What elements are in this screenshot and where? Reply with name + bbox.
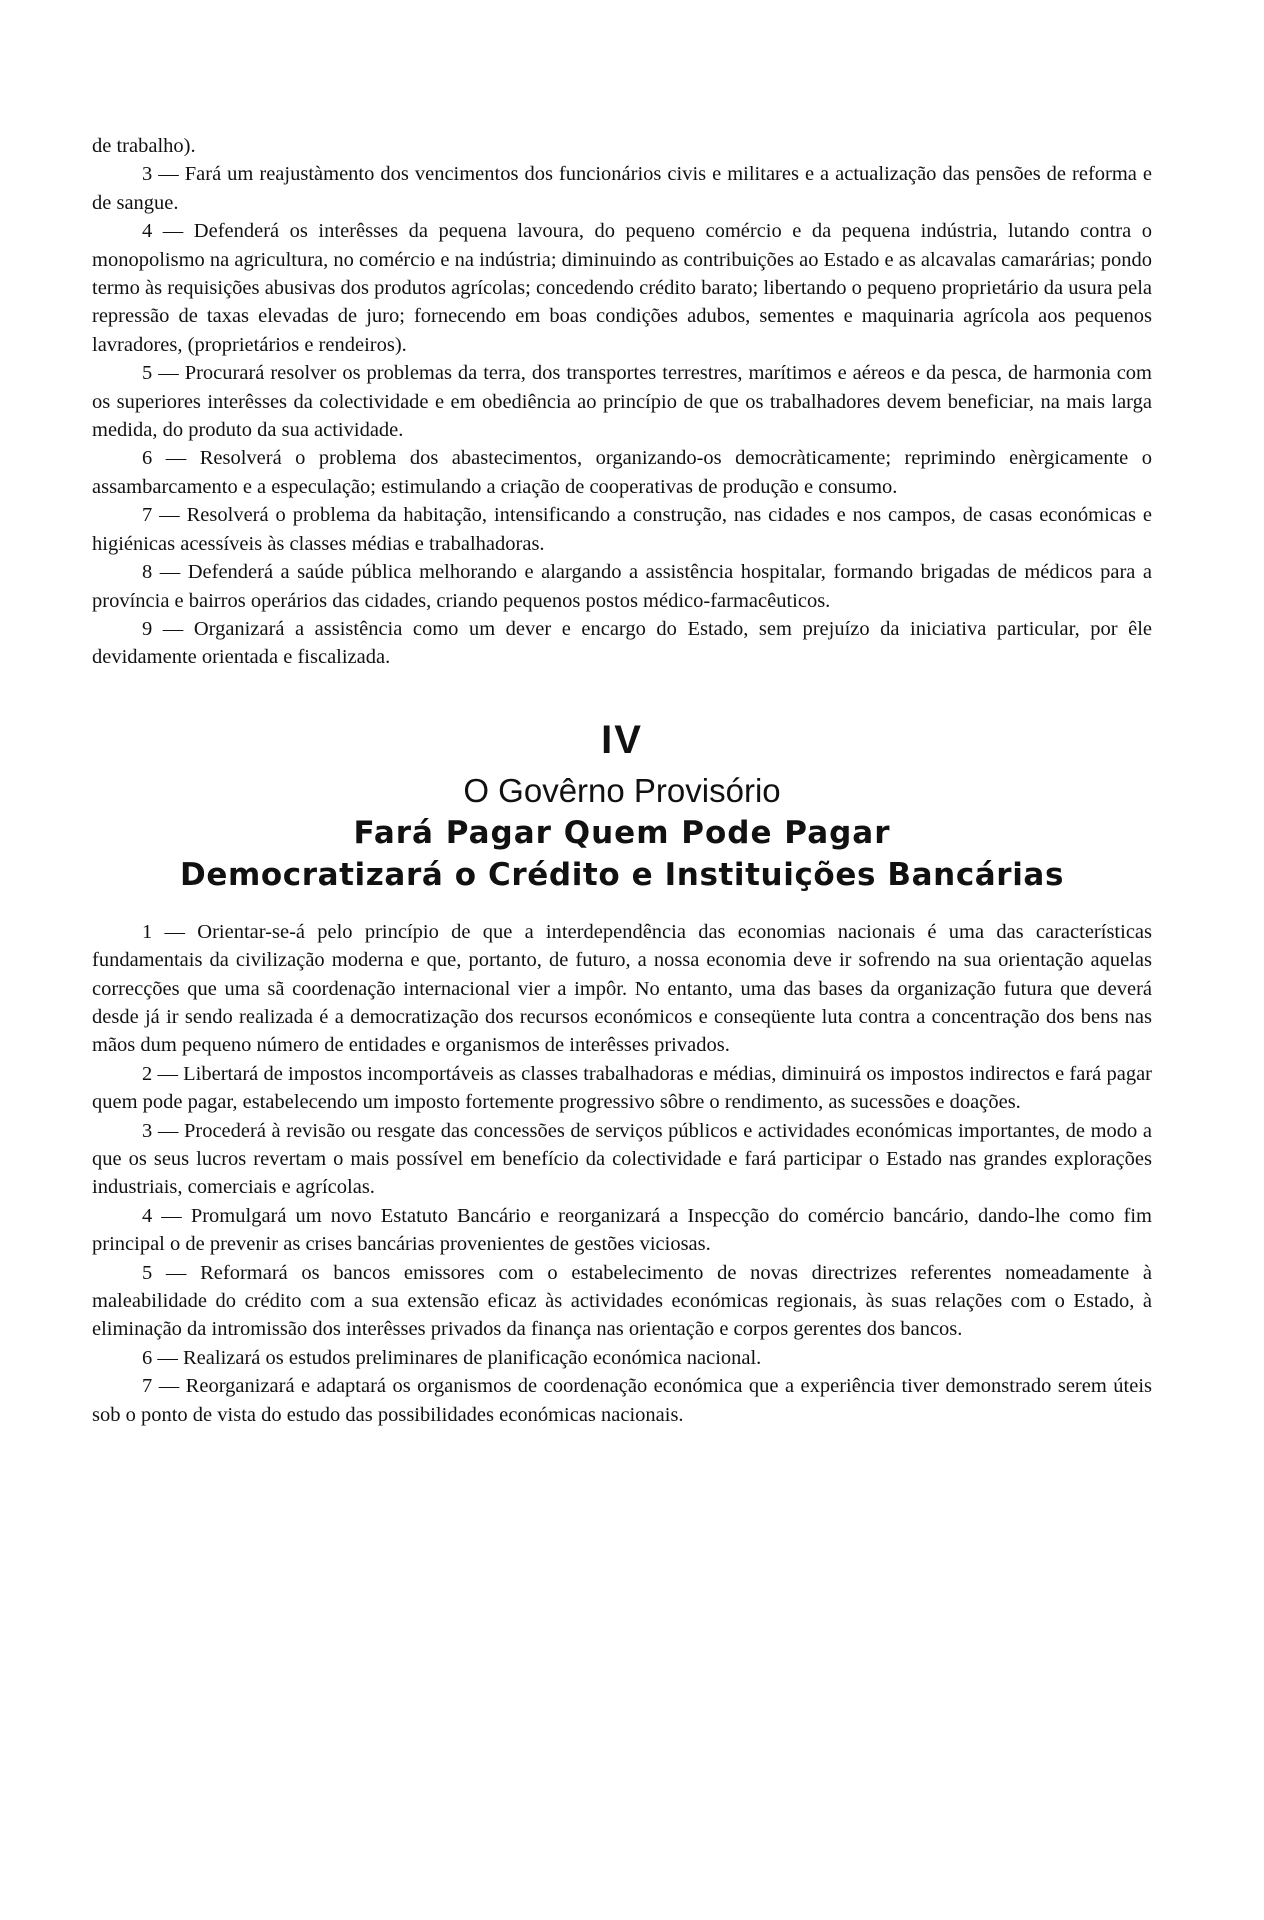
paragraph-item-7: 7 — Resolverá o problema da habitação, intensificando a construção, nas cidades e nos campos, de casas económicas e higiénicas acessíveis às classes médias e trabalhadoras. bbox=[92, 504, 1152, 555]
paragraph-item-3: 3 — Fará um reajustàmento dos vencimentos dos funcionários civis e militares e a actualização das pensões de reforma e de sangue. bbox=[92, 163, 1152, 214]
paragraph-item-5: 5 — Procurará resolver os problemas da terra, dos transportes terrestres, marítimos e aéreos e da pesca, de harmonia com os superiores interêsses da colectividade e em obediência ao princípio de que os trabalhadores devem beneficiar, na mais larga medida, do produto da sua actividade. bbox=[92, 362, 1152, 442]
section-slogan-2: Democratizará o Crédito e Instituições Bancárias bbox=[180, 856, 1064, 893]
paragraph-iv-item-2: 2 — Libertará de impostos incomportáveis as classes trabalhadoras e médias, diminuirá os impostos indirectos e fará pagar quem pode pagar, estabelecendo um imposto fortemente progressivo sôbre o rendimento, as sucessões e doações. bbox=[92, 1062, 1152, 1114]
document-page bbox=[92, 132, 1152, 1429]
paragraph-item-8: 8 — Defenderá a saúde pública melhorando e alargando a assistência hospitalar, formando brigadas de médicos para a província e bairros operários das cidades, criando pequenos postos médico-farmacêuticos. bbox=[92, 561, 1152, 612]
paragraph-iv-item-7: 7 — Reorganizará e adaptará os organismos de coordenação económica que a experiência tiver demonstrado serem úteis sob o ponto de vista do estudo das possibilidades económicas nacionais. bbox=[92, 1375, 1152, 1426]
paragraph-iv-item-4: 4 — Promulgará um novo Estatuto Bancário e reorganizará a Inspecção do comércio bancário, dando-lhe como fim principal o de prevenir as crises bancárias provenientes de gestões viciosas. bbox=[92, 1204, 1152, 1256]
section-government-title: O Govêrno Provisório bbox=[463, 771, 781, 809]
paragraph-item-4: 4 — Defenderá os interêsses da pequena lavoura, do pequeno comércio e da pequena indústria, lutando contra o monopolismo na agricultura, no comércio e na indústria; diminuindo as contribuições ao Estado e as alcavalas camarárias; pondo termo às requisições abusivas dos produtos agrícolas; concedendo crédito barato; libertando o pequeno proprietário da usura pela repressão de taxas elevadas de juro; fornecendo em boas condições adubos, sementes e maquinaria agrícola aos pequenos lavradores, (proprietários e rendeiros). bbox=[92, 220, 1152, 356]
paragraph-continuation: de trabalho). bbox=[92, 135, 196, 157]
section-heading bbox=[92, 714, 1152, 896]
paragraph-item-9: 9 — Organizará a assistência como um dever e encargo do Estado, sem prejuízo da iniciativa particular, por êle devidamente orientada e fiscalizada. bbox=[92, 617, 1152, 669]
paragraph-iv-item-5: 5 — Reformará os bancos emissores com o estabelecimento de novas directrizes referentes nomeadamente à maleabilidade do crédito com a sua extensão eficaz às actividades económicas regionais, às suas relações com o Estado, à eliminação da intromissão dos interêsses privados da finança nas orientação e corpos gerentes dos bancos. bbox=[92, 1261, 1152, 1341]
section-numeral: IV bbox=[601, 717, 643, 762]
paragraph-item-6: 6 — Resolverá o problema dos abastecimentos, organizando-os democràticamente; reprimindo enèrgicamente o assambarcamento e a especulação; estimulando a criação de cooperativas de produção e consumo. bbox=[92, 447, 1152, 498]
paragraph-iv-item-1: 1 — Orientar-se-á pelo princípio de que a interdependência das economias nacionais é uma das características fundamentais da civilização moderna e que, portanto, de futuro, a nossa economia deve ir sofrendo na sua orientação aquelas correcções que uma sã coordenação internacional vier a impôr. No entanto, uma das bases da organização futura que deverá desde já ir sendo realizada é a democratização dos recursos económicos e conseqüente luta contra a concentração dos bens nas mãos dum pequeno número de entidades e organismos de interêsses privados. bbox=[92, 920, 1152, 1057]
paragraph-iv-item-3: 3 — Procederá à revisão ou resgate das concessões de serviços públicos e actividades económicas importantes, de modo a que os seus lucros revertam o mais possível em benefício da colectividade e fará participar o Estado nas grandes explorações industriais, comerciais e agrícolas. bbox=[92, 1119, 1152, 1199]
section-slogan-1: Fará Pagar Quem Pode Pagar bbox=[353, 814, 891, 851]
paragraph-iv-item-6: 6 — Realizará os estudos preliminares de planificação económica nacional. bbox=[142, 1346, 762, 1369]
